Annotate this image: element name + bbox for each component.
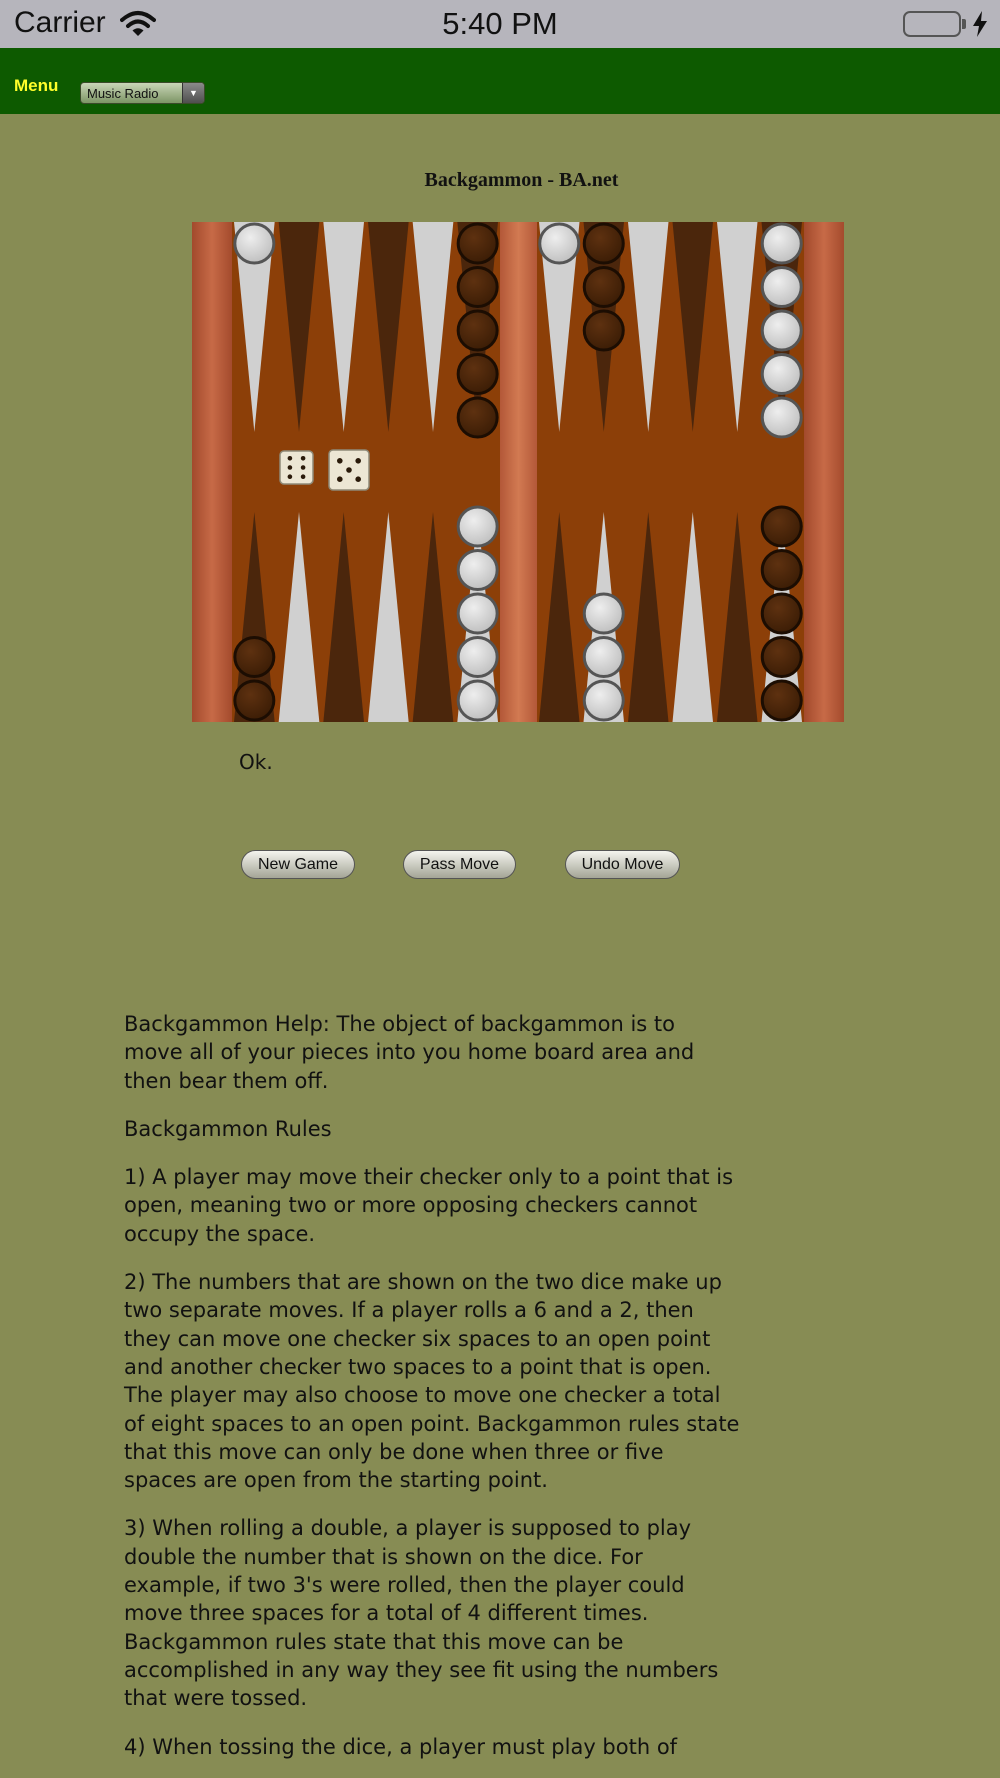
pass-move-button[interactable]: Pass Move (403, 850, 516, 879)
light-checker[interactable] (584, 638, 623, 677)
dark-checker[interactable] (235, 681, 274, 720)
charging-bolt-icon (971, 10, 989, 42)
game-status-message: Ok. (239, 750, 273, 774)
dark-checker[interactable] (458, 224, 497, 263)
die-pip (355, 476, 361, 482)
dark-checker[interactable] (584, 224, 623, 263)
dark-checker[interactable] (762, 638, 801, 677)
menu-link[interactable]: Menu (14, 76, 59, 95)
die-pip (288, 456, 293, 461)
music-radio-select[interactable] (80, 82, 205, 104)
dark-checker[interactable] (762, 681, 801, 720)
die-pip (288, 465, 293, 470)
undo-move-button[interactable]: Undo Move (565, 850, 680, 879)
dark-checker[interactable] (458, 268, 497, 307)
carrier-label: Carrier (14, 6, 106, 39)
light-checker[interactable] (458, 681, 497, 720)
dark-checker[interactable] (762, 551, 801, 590)
ios-status-bar (0, 0, 1000, 48)
page-title: Backgammon - BA.net (424, 169, 619, 191)
light-checker[interactable] (235, 224, 274, 263)
dark-checker[interactable] (584, 268, 623, 307)
chevron-down-icon: ▼ (182, 83, 204, 103)
clock: 5:40 PM (442, 6, 558, 41)
new-game-button[interactable]: New Game (241, 850, 355, 879)
light-checker[interactable] (584, 594, 623, 633)
rule-1: 1) A player may move their checker only to a point that is open, meaning two or more opposing checkers cannot occupy the space. (124, 1165, 734, 1246)
board-bar (500, 222, 537, 722)
light-checker[interactable] (762, 311, 801, 350)
light-checker[interactable] (762, 268, 801, 307)
die-face (280, 451, 313, 484)
board-frame-right (804, 222, 844, 722)
battery-cap (962, 19, 966, 29)
light-checker[interactable] (762, 224, 801, 263)
die[interactable] (329, 450, 369, 490)
nav-bar (0, 48, 1000, 114)
die-pip (301, 465, 306, 470)
die-pip (346, 467, 352, 473)
backgammon-board[interactable] (192, 222, 844, 722)
light-checker[interactable] (540, 224, 579, 263)
rule-4: 4) When tossing the dice, a player must play both of (124, 1734, 678, 1759)
dark-checker[interactable] (235, 638, 274, 677)
light-checker[interactable] (458, 594, 497, 633)
die-pip (301, 474, 306, 479)
music-radio-selected: Music Radio (87, 86, 159, 101)
rule-2: 2) The numbers that are shown on the two dice make up two separate moves. If a player rolls a 6 and a 2, then they can move one checker six spaces to an open point and another checker two spaces to a point that is open. The player may also choose to move one checker a total of eight spaces to an open point. Backgammon rules state that this move can only be done when three or five spaces are open from the starting point. (124, 1270, 740, 1493)
light-checker[interactable] (458, 507, 497, 546)
light-checker[interactable] (584, 681, 623, 720)
dark-checker[interactable] (584, 311, 623, 350)
die-pip (337, 458, 343, 464)
dark-checker[interactable] (762, 594, 801, 633)
dark-checker[interactable] (458, 398, 497, 437)
die[interactable] (280, 451, 313, 484)
light-checker[interactable] (458, 638, 497, 677)
light-checker[interactable] (762, 355, 801, 394)
die-pip (355, 458, 361, 464)
light-checker[interactable] (458, 551, 497, 590)
die-pip (301, 456, 306, 461)
rules-heading: Backgammon Rules (124, 1116, 332, 1141)
light-checker[interactable] (762, 398, 801, 437)
help-section (124, 1010, 740, 1778)
die-pip (288, 474, 293, 479)
dark-checker[interactable] (458, 311, 497, 350)
board-frame-left (192, 222, 232, 722)
help-intro: Backgammon Help: The object of backgammon is to move all of your pieces into you home board area and then bear them off. (124, 1012, 695, 1093)
dark-checker[interactable] (762, 507, 801, 546)
battery-icon (903, 11, 961, 37)
dark-checker[interactable] (458, 355, 497, 394)
die-pip (337, 476, 343, 482)
rule-3: 3) When rolling a double, a player is supposed to play double the number that is shown on the dice. For example, if two 3's were rolled, then the player could move three spaces for a total of 4 different times. Backgammon rules state that this move can be accomplished in any way they see fit using the numbers that were tossed. (124, 1516, 719, 1711)
